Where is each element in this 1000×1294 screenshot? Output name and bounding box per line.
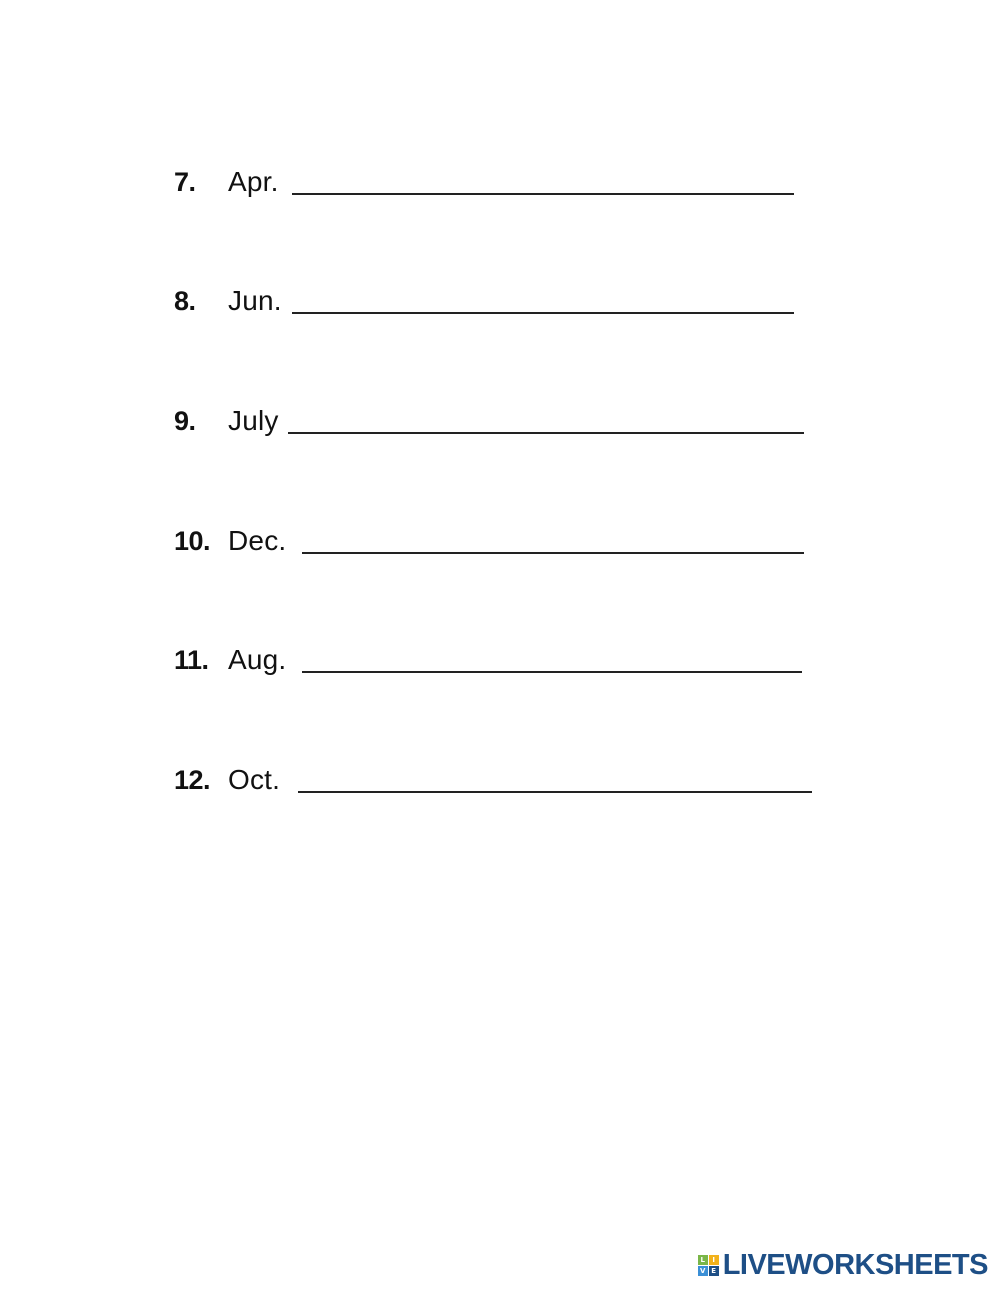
answer-line[interactable] [288,432,804,434]
abbreviation-word: Oct. [228,764,281,795]
abbreviation-word: Aug. [228,644,287,675]
abbreviation-word: Jun. [228,285,282,316]
logo-block: L [698,1255,708,1265]
question-number: 8. [174,286,196,316]
logo-block: V [698,1266,708,1276]
abbreviation-word: Apr. [228,166,279,197]
question-number: 9. [174,406,196,436]
abbreviation-word: July [228,405,279,436]
answer-line[interactable] [292,312,794,314]
logo-blocks-icon [698,1255,719,1276]
logo-block: I [709,1255,719,1265]
logo-block: E [709,1266,719,1276]
answer-line[interactable] [302,671,802,673]
question-number: 7. [174,167,196,197]
question-number: 10. [174,526,211,556]
question-number: 11. [174,645,209,675]
abbreviation-word: Dec. [228,525,287,556]
answer-line[interactable] [292,193,794,195]
answer-line[interactable] [302,552,804,554]
liveworksheets-logo [698,1250,988,1280]
answer-line[interactable] [298,791,812,793]
question-number: 12. [174,765,211,795]
logo-text: LIVEWORKSHEETS [722,1249,988,1281]
